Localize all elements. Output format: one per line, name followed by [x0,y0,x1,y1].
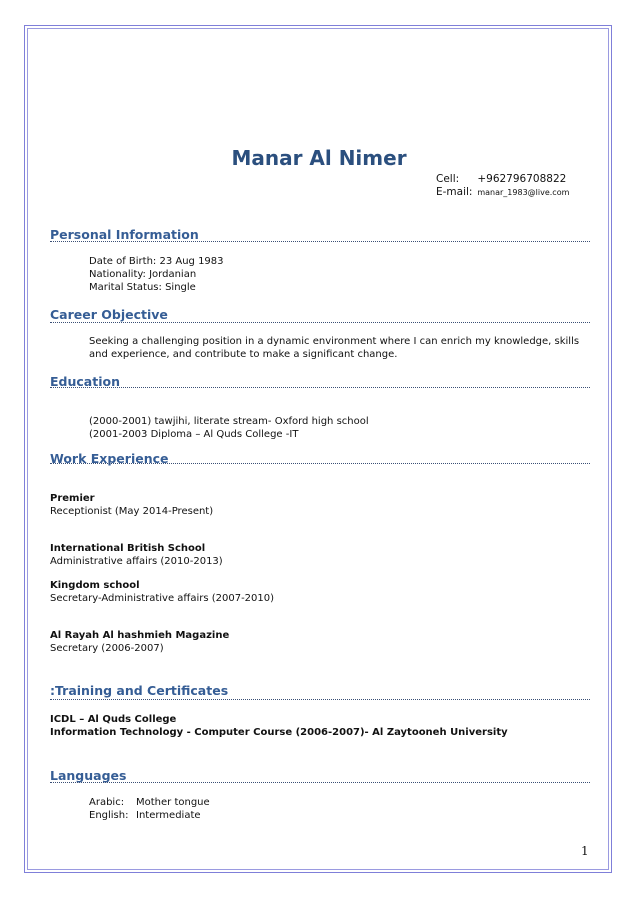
job-role: Secretary-Administrative affairs (2007-2010) [50,593,275,604]
education-heading: Education [50,374,120,389]
cell-value: +962796708822 [477,173,567,185]
language-level: Intermediate [136,810,201,821]
training-heading: :Training and Certificates [50,683,229,698]
nationality-line: Nationality: Jordanian [89,269,197,280]
job-company: Premier [50,493,95,504]
work-experience-heading: Work Experience [50,451,169,466]
job-company: Kingdom school [50,580,140,591]
email-line [436,186,569,198]
education-line: (2001-2003 Diploma – Al Quds College -IT [89,429,299,440]
job-company: International British School [50,543,206,554]
training-rule [50,699,590,700]
marital-status-line: Marital Status: Single [89,282,196,293]
cell-line [436,173,566,185]
job-role: Receptionist (May 2014-Present) [50,506,214,517]
candidate-name: Manar Al Nimer [231,146,407,170]
work-experience-rule [50,463,590,464]
languages-rule [50,782,590,783]
job-company: Al Rayah Al hashmieh Magazine [50,630,230,641]
language-name: English: [89,810,129,821]
job-role: Administrative affairs (2010-2013) [50,556,223,567]
personal-info-rule [50,241,590,242]
career-objective-text: Seeking a challenging position in a dynamic environment where I can enrich my knowledge, skills and experience, and contribute to make a significant change. [89,336,580,360]
training-line: ICDL – Al Quds College [50,714,177,725]
dob-line: Date of Birth: 23 Aug 1983 [89,256,224,267]
education-line: (2000-2001) tawjihi, literate stream- Oxford high school [89,416,369,427]
email-label: E-mail: [436,186,473,198]
education-rule [50,387,590,388]
language-level: Mother tongue [136,797,210,808]
language-name: Arabic: [89,797,125,808]
career-objective-heading: Career Objective [50,307,168,322]
job-role: Secretary (2006-2007) [50,643,164,654]
language-item [89,796,210,809]
language-item [89,809,201,822]
personal-info-heading: Personal Information [50,227,199,242]
page-number: 1 [581,844,589,858]
email-value: manar_1983@live.com [477,188,570,197]
career-objective-rule [50,322,590,323]
languages-heading: Languages [50,768,127,783]
cell-label: Cell: [436,173,460,185]
training-line: Information Technology - Computer Course (2006-2007)- Al Zaytooneh University [50,727,508,738]
